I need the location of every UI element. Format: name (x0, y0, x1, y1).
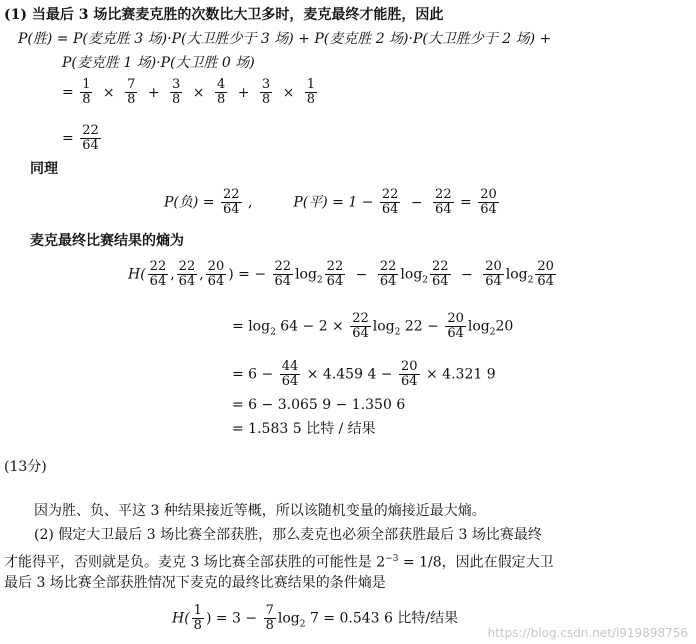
prob-win-result: = $\frac{22}{64}$ (62, 123, 99, 153)
entropy-line3: = 6 − $\frac{44}{64}$ × 4.459 4 − $\frac{20}{64}$ × 4.321 9 (232, 359, 496, 389)
prob-eq-line1: P(胜) = P(麦克胜 3 场)·P(大卫胜少于 3 场) + P(麦克胜 2 场)·P(大卫胜少于 2 场) + (18, 31, 552, 47)
fraction: $\frac{20}{64}$ (447, 311, 464, 341)
same-reason: 同理 (30, 161, 58, 177)
fraction: $\frac{22}{64}$ (379, 259, 397, 289)
part2-reason: 因为胜、负、平这 3 种结果接近等概，所以该随机变量的熵接近最大熵。 (34, 503, 486, 519)
entropy-line4: = 6 − 3.065 9 − 1.350 6 (232, 397, 406, 413)
prob-eq-line2: P(麦克胜 1 场)·P(大卫胜 0 场) (62, 55, 255, 71)
fraction: $\frac{1}{8}$ (82, 77, 91, 107)
fraction: $\frac{22}{64}$ (149, 259, 167, 289)
fraction: $\frac{20}{64}$ (207, 259, 225, 289)
entropy-result: = 1.583 5 比特 / 结果 (232, 421, 376, 437)
fraction: $\frac{3}{8}$ (172, 77, 181, 107)
prob-eq-line3: = $\frac{1}{8}$ × $\frac{7}{8}$ + $\frac{3}{8}$ × $\frac{4}{8}$ + $\frac{3}{8}$ × $\frac{1}{8}$ (62, 77, 316, 107)
fraction: $\frac{22}{64}$ (326, 259, 344, 289)
watermark: https://blog.csdn.net/l919898756 (487, 626, 688, 640)
fraction: $\frac{22}{64}$ (178, 259, 196, 289)
fraction: $\frac{1}{8}$ (306, 77, 316, 107)
fraction: $\frac{20}{64}$ (480, 187, 497, 217)
fraction: $\frac{22}{64}$ (274, 259, 292, 289)
fraction: $\frac{22}{64}$ (82, 123, 99, 153)
fraction: $\frac{22}{64}$ (352, 311, 369, 341)
entropy-line1: H( $\frac{22}{64}$ , $\frac{22}{64}$ , $\frac{20}{64}$ ) = − $\frac{22}{64}$ $\log_2$ $\frac{22}{64}$ − $\frac{22}{64}$ $\log_2$ $\frac{22}{64}$ − $\frac{20}{64}$ $\log_2$ $\frac{20}{64}$ (128, 259, 554, 289)
fraction: $\frac{44}{64}$ (281, 359, 299, 389)
part2-line1: (2) 假定大卫最后 3 场比赛全部获胜，那么麦克也必须全部获胜最后 3 场比赛最终 (34, 527, 542, 543)
fraction: $\frac{20}{64}$ (401, 359, 418, 389)
part2-line2: 才能得平，否则就是负。麦克 3 场比赛全部获胜的可能性是 $2^{-3} = 1/8$，因此在假定大卫 (4, 554, 554, 571)
fraction: $\frac{22}{64}$ (435, 187, 452, 217)
fraction: $\frac{20}{64}$ (537, 259, 554, 289)
fraction: $\frac{7}{8}$ (127, 77, 136, 107)
fraction: $\frac{3}{8}$ (261, 77, 271, 107)
entropy-title: 麦克最终比赛结果的熵为 (30, 233, 184, 249)
fraction: $\frac{7}{8}$ (265, 603, 274, 633)
entropy-line2: = $\log_2 64 - 2$ × $\frac{22}{64}$ $\log_2 22$ − $\frac{20}{64}$ $\log_220$ (232, 311, 514, 341)
score-label: (13分) (4, 459, 47, 475)
intro-text: (1) 当最后 3 场比赛麦克胜的次数比大卫多时，麦克最终才能胜，因此 (4, 7, 444, 23)
fraction: $\frac{22}{64}$ (432, 259, 449, 289)
fraction: $\frac{1}{8}$ (193, 603, 202, 633)
part2-line3: 最后 3 场比赛全部获胜情况下麦克的最终比赛结果的条件熵是 (4, 575, 386, 591)
conditional-entropy: H( $\frac{1}{8}$ ) = 3 − $\frac{7}{8}$ $\log_2 7 = 0.543$ 6 比特/结果 (172, 603, 459, 633)
prob-lose-draw: P(负) = $\frac{22}{64}$ , P(平) = 1 − $\frac{22}{64}$ − $\frac{22}{64}$ = $\frac{20}{64}$ (164, 187, 497, 217)
fraction: $\frac{4}{8}$ (216, 77, 226, 107)
fraction: $\frac{22}{64}$ (222, 187, 240, 217)
fraction: $\frac{20}{64}$ (485, 259, 502, 289)
fraction: $\frac{22}{64}$ (381, 187, 399, 217)
